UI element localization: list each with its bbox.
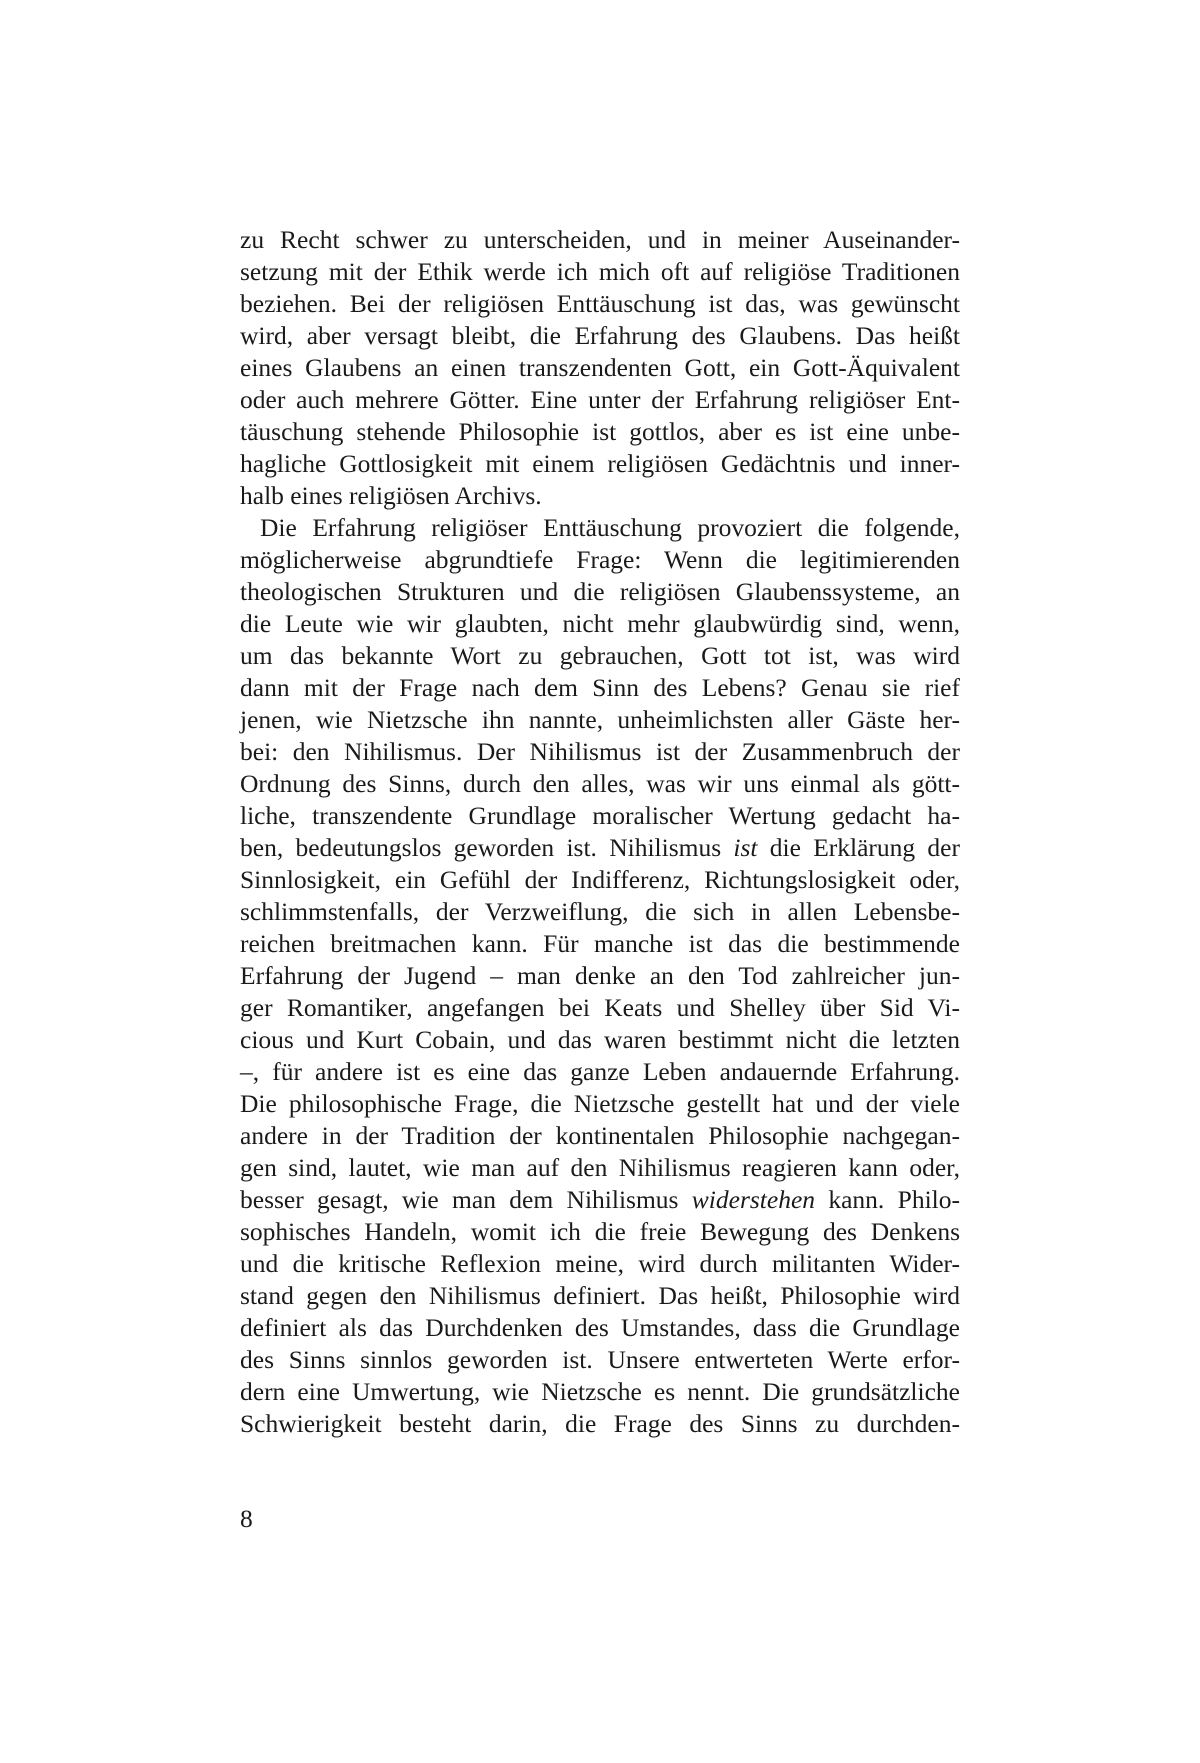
text-line: –, für andere ist es eine das ganze Leben andauernde Erfahrung.: [240, 1057, 960, 1086]
text-line: bei: den Nihilismus. Der Nihilismus ist der Zusammenbruch der: [240, 737, 960, 766]
text-line: stand gegen den Nihilismus definiert. Das heißt, Philosophie wird: [240, 1281, 960, 1310]
text-line: beziehen. Bei der religiösen Enttäuschung ist das, was gewünscht: [240, 289, 960, 318]
text-line: setzung mit der Ethik werde ich mich oft auf religiöse Traditionen: [240, 257, 960, 286]
text-line: ger Romantiker, angefangen bei Keats und Shelley über Sid Vi-: [240, 993, 960, 1022]
text-line: cious und Kurt Cobain, und das waren bestimmt nicht die letzten: [240, 1025, 960, 1054]
text-segment: besser gesagt, wie man dem Nihilismus: [240, 1185, 692, 1214]
text-line: Erfahrung der Jugend – man denke an den Tod zahlreicher jun-: [240, 961, 960, 990]
text-line: möglicherweise abgrundtiefe Frage: Wenn die legitimierenden: [240, 545, 960, 574]
text-line: reichen breitmachen kann. Für manche ist das die bestimmende: [240, 929, 960, 958]
text-line: Schwierigkeit besteht darin, die Frage des Sinns zu durchden-: [240, 1409, 960, 1438]
text-line: Sinnlosigkeit, ein Gefühl der Indifferenz, Richtungslosigkeit oder,: [240, 865, 960, 894]
emphasis: ist: [733, 833, 758, 862]
text-line: halb eines religiösen Archivs.: [240, 481, 542, 510]
text-line: [240, 832, 960, 864]
text-line: des Sinns sinnlos geworden ist. Unsere entwerteten Werte erfor-: [240, 1345, 960, 1374]
text-line: jenen, wie Nietzsche ihn nannte, unheimlichsten aller Gäste her-: [240, 705, 960, 734]
text-line: zu Recht schwer zu unterscheiden, und in meiner Auseinander-: [240, 225, 960, 254]
text-line: wird, aber versagt bleibt, die Erfahrung des Glaubens. Das heißt: [240, 321, 960, 350]
emphasis: widerstehen: [691, 1185, 816, 1214]
text-line: Ordnung des Sinns, durch den alles, was wir uns einmal als gött-: [240, 769, 960, 798]
text-segment: kann. Philo-: [815, 1185, 960, 1214]
page-number: 8: [240, 1504, 253, 1533]
text-line: und die kritische Reflexion meine, wird durch militanten Wider-: [240, 1249, 960, 1278]
text-line: definiert als das Durchdenken des Umstandes, dass die Grundlage: [240, 1313, 960, 1342]
text-line: sophisches Handeln, womit ich die freie Bewegung des Denkens: [240, 1217, 960, 1246]
text-line: theologischen Strukturen und die religiösen Glaubenssysteme, an: [240, 577, 960, 606]
text-line: hagliche Gottlosigkeit mit einem religiösen Gedächtnis und inner-: [240, 449, 960, 478]
text-line: Die Erfahrung religiöser Enttäuschung provoziert die folgende,: [260, 513, 960, 542]
text-line: [240, 1184, 960, 1216]
text-segment: ben, bedeutungslos geworden ist. Nihilismus: [240, 833, 734, 862]
text-line: eines Glaubens an einen transzendenten Gott, ein Gott-Äquivalent: [240, 353, 960, 382]
text-line: liche, transzendente Grundlage moralischer Wertung gedacht ha-: [240, 801, 960, 830]
text-line: dern eine Umwertung, wie Nietzsche es nennt. Die grundsätzliche: [240, 1377, 960, 1406]
text-line: dann mit der Frage nach dem Sinn des Lebens? Genau sie rief: [240, 673, 960, 702]
text-line: täuschung stehende Philosophie ist gottlos, aber es ist eine unbe-: [240, 417, 960, 446]
body-text: [240, 224, 960, 1440]
text-line: oder auch mehrere Götter. Eine unter der Erfahrung religiöser Ent-: [240, 385, 960, 414]
text-segment: die Erklärung der: [757, 833, 960, 862]
text-line: schlimmstenfalls, der Verzweiflung, die sich in allen Lebensbe-: [240, 897, 960, 926]
text-line: andere in der Tradition der kontinentalen Philosophie nachgegan-: [240, 1121, 960, 1150]
text-line: gen sind, lautet, wie man auf den Nihilismus reagieren kann oder,: [240, 1153, 960, 1182]
text-line: um das bekannte Wort zu gebrauchen, Gott tot ist, was wird: [240, 641, 960, 670]
text-line: Die philosophische Frage, die Nietzsche gestellt hat und der viele: [240, 1089, 960, 1118]
text-line: die Leute wie wir glaubten, nicht mehr glaubwürdig sind, wenn,: [240, 609, 960, 638]
